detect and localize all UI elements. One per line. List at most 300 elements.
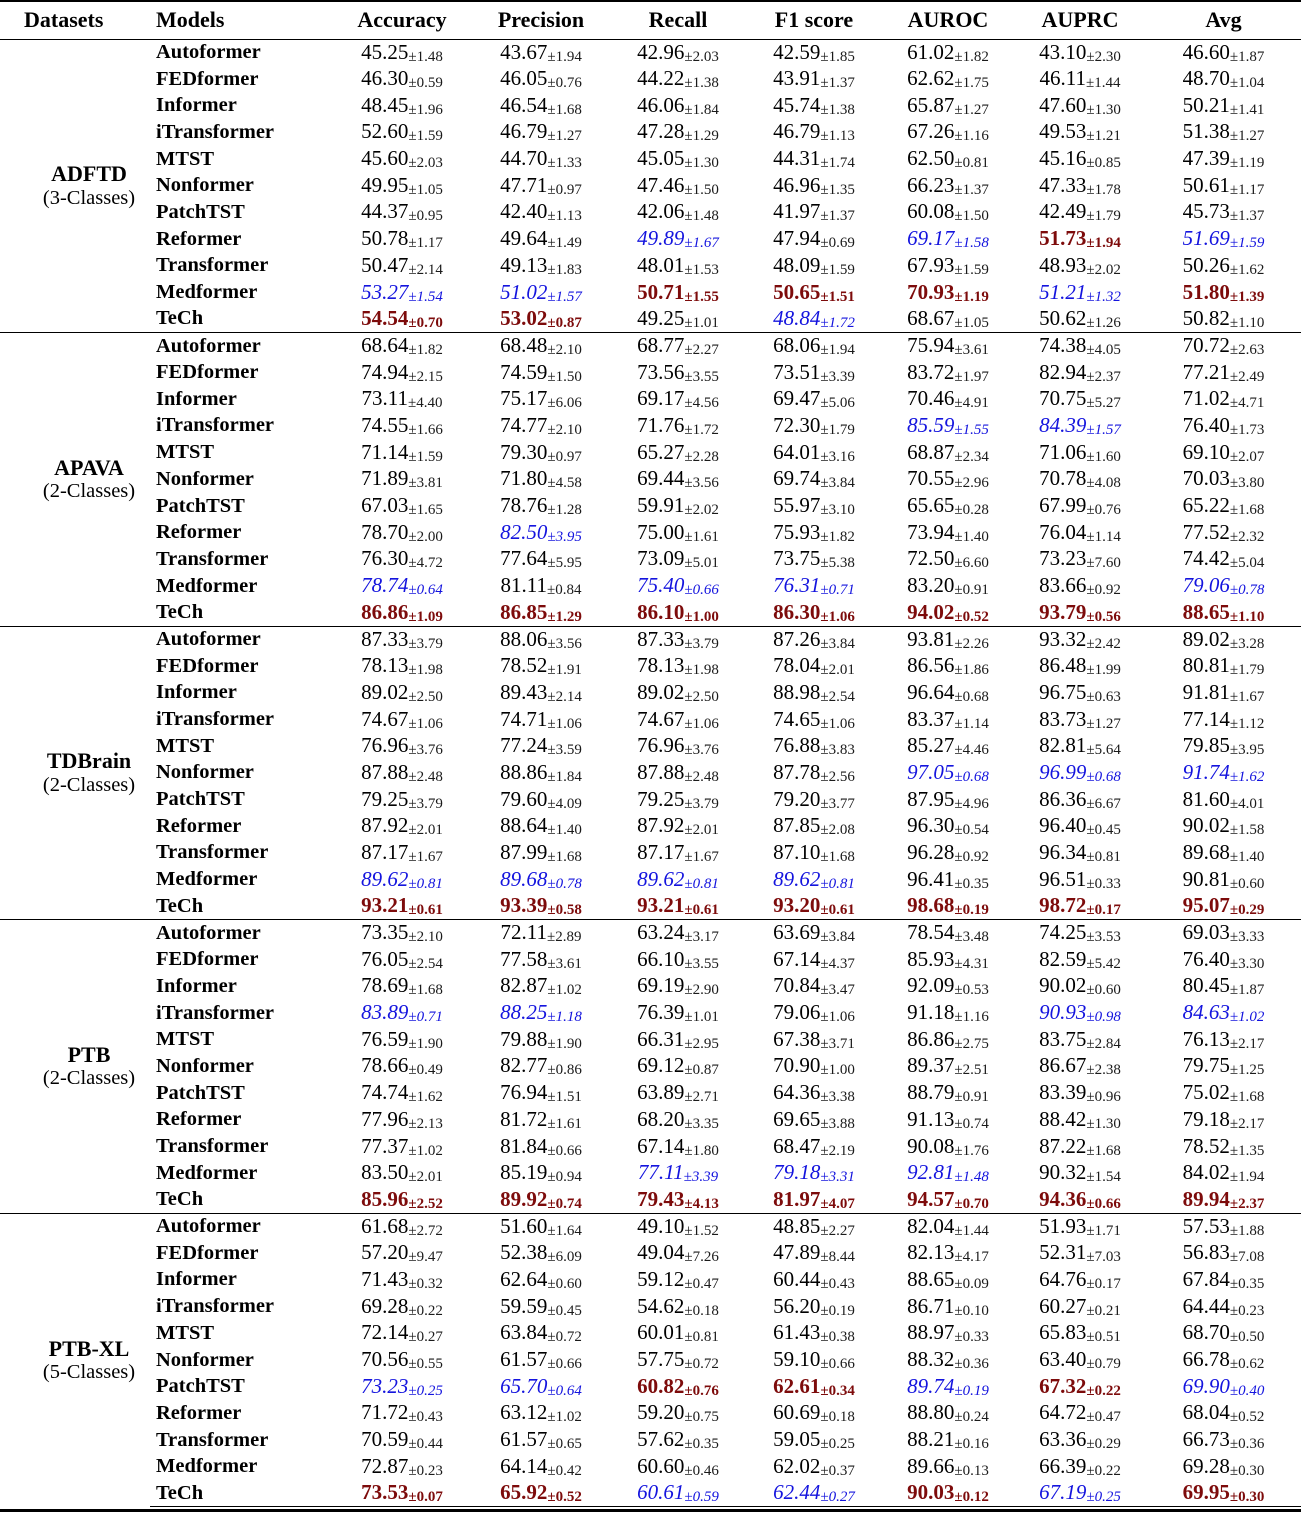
metric-value: 61.57 (500, 1347, 548, 1372)
metric-cell (610, 733, 746, 760)
metric-cell (472, 1480, 610, 1507)
metric-value: 96.28 (907, 839, 955, 864)
metric-value: 87.22 (1039, 1133, 1087, 1158)
metric-std: ±3.53 (1086, 929, 1121, 946)
metric-cell (472, 813, 610, 840)
metric-std: ±4.56 (684, 395, 719, 412)
metric-cell (610, 1160, 746, 1187)
metric-cell (332, 1133, 472, 1160)
table-row (0, 1133, 1301, 1160)
dataset-name: TDBrain (46, 748, 132, 774)
table-row (0, 1240, 1301, 1267)
metric-value: 78.74 (361, 573, 409, 598)
metric-std: ±2.01 (684, 822, 719, 839)
metric-std: ±4.05 (1086, 342, 1121, 359)
metric-value: 67.26 (907, 119, 955, 144)
metric-std: ±2.37 (1229, 1195, 1265, 1212)
metric-std: ±0.47 (1086, 1409, 1121, 1426)
column-header-auroc: AUROC (882, 2, 1014, 39)
metric-value: 85.96 (361, 1186, 409, 1211)
metric-std: ±1.40 (1229, 848, 1265, 865)
metric-value: 47.39 (1182, 146, 1230, 171)
model-name: Medformer (156, 868, 258, 891)
metric-std: ±3.88 (820, 1115, 855, 1132)
metric-std: ±2.32 (1229, 528, 1265, 545)
metric-std: ±1.82 (820, 528, 855, 545)
metric-value: 82.59 (1039, 946, 1087, 971)
metric-value: 73.51 (773, 359, 821, 384)
metric-std: ±2.48 (684, 768, 719, 785)
metric-value: 71.76 (637, 412, 685, 437)
metric-std: ±0.45 (1086, 822, 1121, 839)
dataset-name: APAVA (54, 454, 124, 480)
metric-cell (610, 199, 746, 226)
metric-std: ±1.30 (1086, 101, 1121, 118)
metric-std: ±2.13 (408, 1115, 443, 1132)
metric-value: 69.12 (637, 1053, 685, 1078)
metric-std: ±1.19 (1229, 155, 1265, 172)
model-name: Autoformer (150, 920, 332, 947)
table-row (0, 546, 1301, 573)
metric-std: ±1.54 (408, 288, 443, 305)
metric-value: 42.49 (1039, 199, 1087, 224)
column-header-avg: Avg (1146, 2, 1301, 39)
metric-std: ±0.58 (547, 902, 582, 919)
metric-value: 60.08 (907, 199, 955, 224)
metric-value: 50.62 (1039, 305, 1087, 330)
metric-cell (882, 172, 1014, 199)
metric-std: ±0.81 (820, 875, 855, 892)
metric-std: ±1.98 (408, 662, 443, 679)
metric-std: ±0.35 (1229, 1275, 1265, 1292)
metric-cell (1014, 973, 1146, 1000)
metric-value: 82.50 (500, 519, 548, 544)
metric-std: ±1.68 (1229, 1089, 1265, 1106)
metric-value: 46.30 (361, 66, 409, 91)
metric-value: 70.03 (1182, 466, 1230, 491)
metric-std: ±1.37 (820, 75, 855, 92)
metric-std: ±1.84 (547, 768, 582, 785)
metric-value: 47.60 (1039, 92, 1087, 117)
metric-value: 60.27 (1039, 1293, 1087, 1318)
metric-value: 42.59 (773, 39, 821, 64)
column-header-precision: Precision (472, 2, 610, 39)
metric-std: ±0.27 (408, 1329, 443, 1346)
metric-std: ±3.39 (820, 368, 855, 385)
metric-value: 88.65 (1182, 599, 1230, 624)
metric-cell (1014, 1400, 1146, 1427)
metric-cell (882, 1267, 1014, 1294)
metric-std: ±3.10 (820, 502, 855, 519)
metric-value: 87.33 (361, 626, 409, 651)
metric-std: ±1.10 (1229, 314, 1265, 331)
metric-value: 76.96 (637, 733, 685, 758)
metric-cell (472, 1107, 610, 1134)
metric-std: ±0.86 (547, 1062, 582, 1079)
metric-value: 47.71 (500, 172, 548, 197)
model-name: Transformer (156, 254, 269, 277)
metric-cell (472, 573, 610, 600)
table-row (0, 1400, 1301, 1427)
metric-value: 81.60 (1182, 786, 1230, 811)
metric-value: 87.17 (361, 839, 409, 864)
metric-value: 51.69 (1182, 226, 1230, 251)
metric-value: 61.68 (361, 1213, 409, 1238)
metric-std: ±2.50 (408, 688, 443, 705)
metric-cell (746, 840, 882, 867)
metric-std: ±0.72 (547, 1329, 582, 1346)
metric-cell (1146, 1240, 1301, 1267)
metric-cell (1014, 840, 1146, 867)
metric-cell (1146, 973, 1301, 1000)
metric-std: ±1.74 (820, 155, 855, 172)
metric-cell (610, 66, 746, 93)
table-row (0, 519, 1301, 546)
metric-std: ±3.81 (408, 475, 443, 492)
metric-value: 74.55 (361, 412, 409, 437)
metric-std: ±0.60 (1229, 875, 1265, 892)
metric-std: ±1.17 (408, 235, 443, 252)
metric-std: ±1.27 (1086, 715, 1121, 732)
metric-cell (746, 279, 882, 306)
metric-std: ±0.49 (408, 1062, 443, 1079)
metric-value: 47.28 (637, 119, 685, 144)
metric-cell (882, 146, 1014, 173)
metric-value: 96.40 (1039, 813, 1087, 838)
metric-value: 79.85 (1182, 733, 1230, 758)
metric-std: ±0.36 (1229, 1436, 1265, 1453)
metric-cell (610, 1373, 746, 1400)
metric-std: ±4.58 (547, 475, 582, 492)
metric-value: 86.86 (361, 599, 409, 624)
metric-std: ±1.82 (954, 48, 989, 65)
metric-std: ±1.68 (547, 848, 582, 865)
metric-value: 87.88 (637, 759, 685, 784)
metric-std: ±0.68 (954, 688, 989, 705)
metric-cell (1014, 706, 1146, 733)
metric-value: 50.78 (361, 226, 409, 251)
metric-std: ±2.10 (547, 421, 582, 438)
table-row (0, 573, 1301, 600)
metric-cell (882, 706, 1014, 733)
metric-value: 97.05 (907, 759, 955, 784)
metric-value: 70.84 (773, 973, 821, 998)
metric-std: ±0.21 (1086, 1302, 1121, 1319)
metric-cell (472, 680, 610, 707)
metric-std: ±3.47 (820, 982, 855, 999)
metric-value: 66.78 (1182, 1347, 1230, 1372)
model-name: Autoformer (150, 333, 332, 360)
metric-std: ±2.10 (547, 342, 582, 359)
metric-cell (1146, 253, 1301, 280)
metric-value: 45.74 (773, 92, 821, 117)
metric-cell (1014, 599, 1146, 626)
metric-std: ±1.49 (547, 235, 582, 252)
metric-std: ±0.59 (684, 1489, 719, 1506)
metric-cell (882, 333, 1014, 360)
metric-std: ±0.72 (684, 1356, 719, 1373)
metric-cell (882, 786, 1014, 813)
metric-std: ±0.84 (547, 582, 582, 599)
metric-std: ±3.39 (683, 1169, 719, 1186)
metric-cell (1146, 1080, 1301, 1107)
metric-std: ±1.94 (547, 48, 582, 65)
metric-std: ±2.89 (547, 929, 582, 946)
metric-std: ±0.37 (820, 1462, 855, 1479)
results-table (0, 2, 1301, 1507)
metric-cell (882, 39, 1014, 66)
metric-std: ±0.07 (408, 1489, 443, 1506)
metric-std: ±1.78 (1086, 181, 1121, 198)
metric-value: 66.73 (1182, 1427, 1230, 1452)
table-row (0, 1373, 1301, 1400)
metric-cell (610, 1427, 746, 1454)
metric-value: 63.84 (500, 1320, 548, 1345)
metric-std: ±1.57 (547, 288, 582, 305)
metric-cell (1146, 1107, 1301, 1134)
metric-cell (332, 1053, 472, 1080)
metric-cell (610, 359, 746, 386)
metric-std: ±1.68 (547, 101, 582, 118)
metric-value: 78.76 (500, 493, 548, 518)
metric-std: ±2.17 (1229, 1115, 1265, 1132)
metric-cell (746, 626, 882, 653)
metric-cell (1014, 1373, 1146, 1400)
metric-value: 78.13 (361, 653, 409, 678)
metric-cell (332, 1293, 472, 1320)
metric-value: 77.64 (500, 546, 548, 571)
metric-value: 70.46 (907, 386, 955, 411)
metric-std: ±0.19 (954, 902, 989, 919)
metric-value: 89.62 (361, 866, 409, 891)
metric-cell (610, 493, 746, 520)
metric-std: ±0.55 (408, 1356, 443, 1373)
metric-cell (610, 386, 746, 413)
metric-std: ±1.02 (1229, 1009, 1265, 1026)
metric-std: ±4.37 (820, 955, 855, 972)
metric-cell (746, 573, 882, 600)
metric-cell (882, 1107, 1014, 1134)
metric-value: 51.38 (1182, 119, 1230, 144)
metric-cell (1014, 786, 1146, 813)
metric-cell (1146, 146, 1301, 173)
metric-value: 83.39 (1039, 1080, 1087, 1105)
table-row (0, 786, 1301, 813)
metric-std: ±1.68 (820, 848, 855, 865)
metric-value: 69.65 (773, 1106, 821, 1131)
metric-cell (332, 760, 472, 787)
metric-cell (1146, 1267, 1301, 1294)
metric-std: ±1.33 (547, 155, 582, 172)
metric-std: ±1.87 (1229, 982, 1265, 999)
metric-cell (746, 1453, 882, 1480)
metric-std: ±0.25 (408, 1382, 443, 1399)
metric-std: ±0.54 (954, 822, 989, 839)
metric-cell (882, 546, 1014, 573)
metric-value: 72.14 (361, 1320, 409, 1345)
metric-value: 69.17 (637, 386, 685, 411)
metric-value: 94.02 (907, 599, 955, 624)
metric-cell (332, 733, 472, 760)
metric-std: ±3.56 (547, 635, 582, 652)
metric-cell (472, 466, 610, 493)
dataset-name: PTB-XL (48, 1335, 130, 1361)
model-name: Autoformer (150, 626, 332, 653)
metric-std: ±0.81 (684, 1329, 719, 1346)
metric-cell (1146, 386, 1301, 413)
metric-cell (610, 1187, 746, 1214)
metric-std: ±1.06 (820, 608, 855, 625)
metric-value: 89.74 (907, 1373, 955, 1398)
metric-value: 79.60 (500, 786, 548, 811)
metric-std: ±5.01 (684, 555, 719, 572)
metric-std: ±0.61 (684, 902, 719, 919)
metric-cell (472, 413, 610, 440)
metric-std: ±0.66 (547, 1356, 582, 1373)
metric-std: ±6.67 (1086, 795, 1121, 812)
metric-std: ±1.64 (547, 1222, 582, 1239)
metric-cell (882, 946, 1014, 973)
metric-cell (1146, 333, 1301, 360)
metric-value: 75.40 (637, 573, 685, 598)
metric-std: ±1.52 (684, 1222, 719, 1239)
metric-value: 79.75 (1182, 1053, 1230, 1078)
metric-std: ±1.48 (684, 208, 719, 225)
metric-value: 86.36 (1039, 786, 1087, 811)
model-name: Informer (156, 681, 237, 704)
metric-cell (882, 1133, 1014, 1160)
metric-cell (610, 253, 746, 280)
metric-value: 69.74 (773, 466, 821, 491)
table-row (0, 413, 1301, 440)
metric-cell (746, 359, 882, 386)
metric-cell (746, 306, 882, 333)
metric-cell (1146, 946, 1301, 973)
metric-std: ±1.39 (1229, 288, 1265, 305)
table-row (0, 66, 1301, 93)
metric-cell (610, 1320, 746, 1347)
metric-std: ±0.63 (1086, 688, 1121, 705)
metric-cell (1014, 1000, 1146, 1027)
metric-value: 89.62 (637, 866, 685, 891)
metric-std: ±1.48 (408, 48, 443, 65)
metric-std: ±5.95 (547, 555, 582, 572)
table-row (0, 1320, 1301, 1347)
metric-value: 46.79 (500, 119, 548, 144)
metric-value: 93.39 (500, 893, 548, 918)
metric-cell (746, 519, 882, 546)
metric-std: ±1.05 (408, 181, 443, 198)
metric-std: ±1.62 (1229, 768, 1265, 785)
metric-std: ±1.29 (547, 608, 582, 625)
metric-value: 77.37 (361, 1133, 409, 1158)
table-row (0, 1160, 1301, 1187)
metric-std: ±0.23 (408, 1462, 443, 1479)
model-name: iTransformer (156, 1295, 275, 1318)
metric-std: ±0.70 (408, 314, 443, 331)
metric-std: ±0.30 (1229, 1489, 1265, 1506)
metric-cell (610, 626, 746, 653)
metric-std: ±4.13 (684, 1195, 719, 1212)
metric-cell (1146, 226, 1301, 253)
metric-value: 54.62 (637, 1293, 685, 1318)
metric-value: 81.97 (773, 1186, 821, 1211)
metric-cell (472, 1320, 610, 1347)
metric-cell (472, 439, 610, 466)
metric-cell (610, 599, 746, 626)
metric-cell (1014, 626, 1146, 653)
metric-std: ±1.83 (547, 261, 582, 278)
metric-value: 52.38 (500, 1240, 548, 1265)
metric-value: 70.72 (1182, 333, 1230, 358)
metric-value: 76.31 (773, 573, 821, 598)
metric-cell (882, 1320, 1014, 1347)
metric-cell (882, 92, 1014, 119)
metric-value: 66.31 (637, 1026, 685, 1051)
metric-std: ±3.56 (684, 475, 719, 492)
metric-std: ±1.27 (1229, 128, 1265, 145)
metric-value: 46.79 (773, 119, 821, 144)
metric-std: ±4.72 (408, 555, 443, 572)
metric-value: 46.05 (500, 66, 548, 91)
table-row (0, 1427, 1301, 1454)
metric-cell (746, 680, 882, 707)
metric-std: ±0.97 (547, 448, 582, 465)
model-name: Medformer (156, 1455, 258, 1478)
metric-cell (472, 599, 610, 626)
metric-std: ±3.30 (1229, 955, 1265, 972)
metric-value: 75.02 (1182, 1080, 1230, 1105)
metric-std: ±2.54 (820, 688, 855, 705)
metric-value: 69.28 (361, 1293, 409, 1318)
metric-cell (1146, 546, 1301, 573)
metric-value: 77.11 (637, 1160, 684, 1185)
metric-cell (746, 653, 882, 680)
metric-cell (472, 493, 610, 520)
model-name: Reformer (156, 227, 242, 250)
metric-cell (882, 226, 1014, 253)
metric-value: 42.96 (637, 39, 685, 64)
metric-std: ±1.32 (1086, 288, 1121, 305)
metric-std: ±1.91 (547, 662, 582, 679)
metric-cell (610, 306, 746, 333)
model-name: TeCh (156, 1188, 204, 1211)
metric-std: ±2.28 (684, 448, 719, 465)
metric-value: 61.57 (500, 1427, 548, 1452)
metric-std: ±1.61 (547, 1115, 582, 1132)
metric-cell (1146, 1400, 1301, 1427)
metric-value: 90.02 (1182, 813, 1230, 838)
metric-cell (332, 199, 472, 226)
metric-cell (746, 466, 882, 493)
metric-cell (746, 146, 882, 173)
metric-cell (472, 946, 610, 973)
metric-value: 81.84 (500, 1133, 548, 1158)
metric-value: 50.82 (1182, 305, 1230, 330)
metric-value: 79.06 (1182, 573, 1230, 598)
metric-value: 67.38 (773, 1026, 821, 1051)
metric-value: 96.64 (907, 679, 955, 704)
metric-value: 87.33 (637, 626, 685, 651)
metric-value: 45.73 (1182, 199, 1230, 224)
metric-std: ±0.44 (408, 1436, 443, 1453)
table-row (0, 706, 1301, 733)
metric-std: ±1.94 (1229, 1169, 1265, 1186)
metric-value: 68.20 (637, 1106, 685, 1131)
metric-cell (1014, 1213, 1146, 1240)
metric-std: ±0.16 (954, 1436, 989, 1453)
table-row (0, 439, 1301, 466)
